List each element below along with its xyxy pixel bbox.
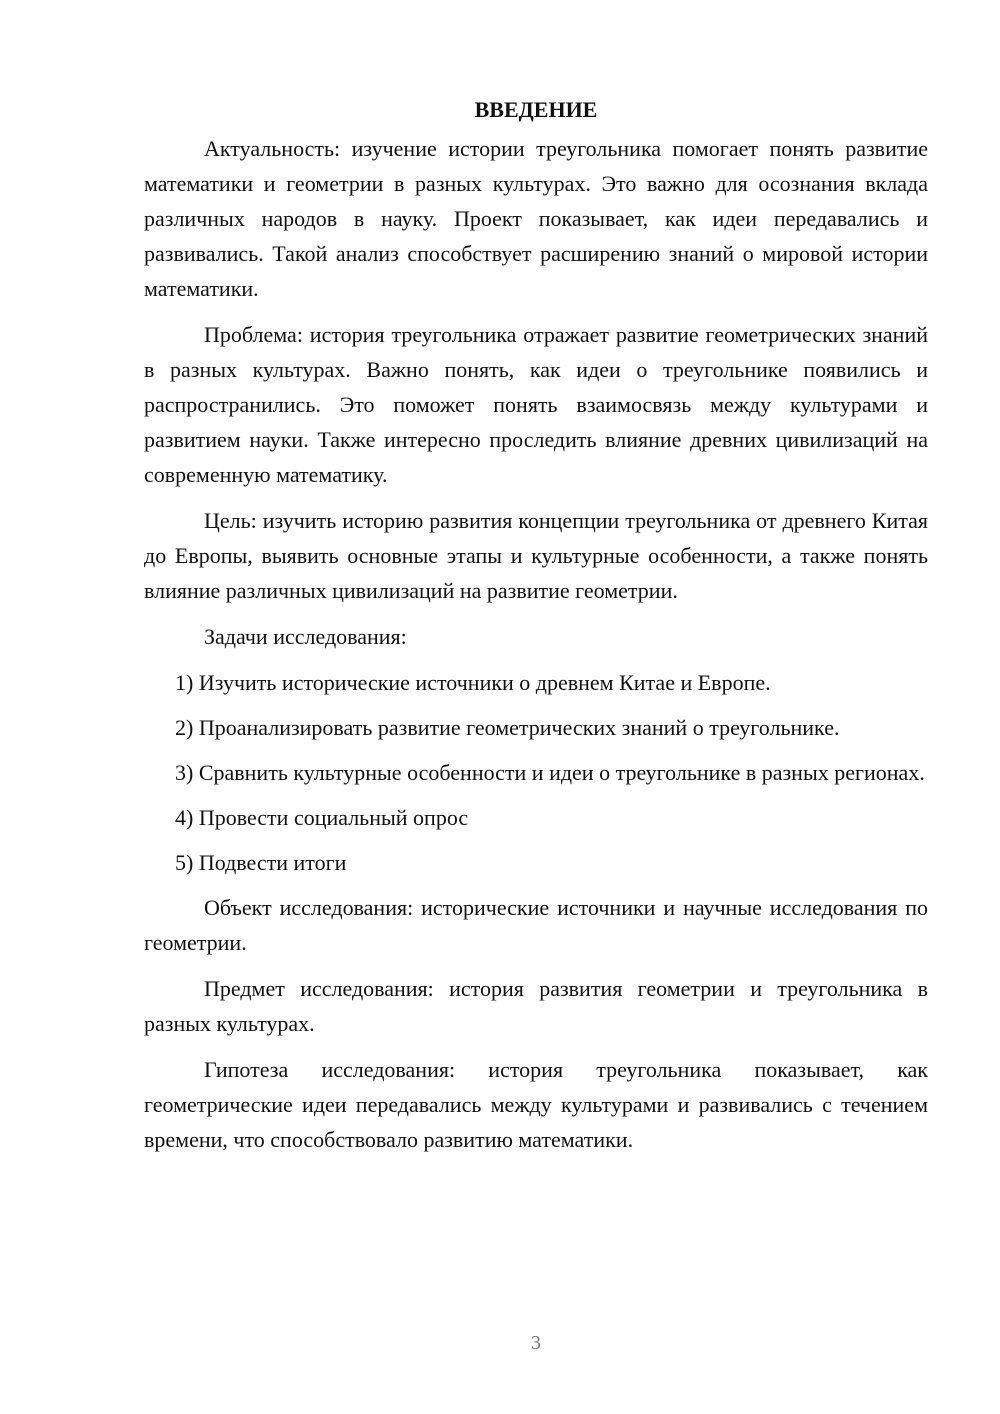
- paragraph-relevance: Актуальность: изучение истории треугольника помогает понять развитие математики и геометрии в разных культурах. Это важно для осознания вклада различных народов в науку. Проект показывает, как идеи передавались и развивались. Такой анализ способствует расширению знаний о мировой истории математики.: [144, 136, 928, 301]
- document-page: [144, 93, 928, 1168]
- paragraph-subject: Предмет исследования: история развития геометрии и треугольника в разных культурах.: [144, 976, 928, 1036]
- task-item-4: 4) Провести социальный опрос: [175, 805, 469, 830]
- page-title: ВВЕДЕНИЕ: [474, 97, 598, 122]
- task-item-3: 3) Сравнить культурные особенности и идеи о треугольнике в разных регионах.: [175, 760, 925, 785]
- task-item-1: 1) Изучить исторические источники о древнем Китае и Европе.: [175, 670, 771, 695]
- paragraph-hypothesis: Гипотеза исследования: история треугольника показывает, как геометрические идеи передавались между культурами и развивались с течением времени, что способствовало развитию математики.: [144, 1057, 928, 1152]
- page-number: 3: [531, 1332, 541, 1354]
- paragraph-tasks-heading: Задачи исследования:: [204, 624, 407, 649]
- paragraph-goal: Цель: изучить историю развития концепции треугольника от древнего Китая до Европы, выявить основные этапы и культурные особенности, а также понять влияние различных цивилизаций на развитие геометрии.: [144, 508, 928, 603]
- paragraph-problem: Проблема: история треугольника отражает развитие геометрических знаний в разных культурах. Важно понять, как идеи о треугольнике появились и распространились. Это поможет понять взаимосвязь между культурами и развитием науки. Также интересно проследить влияние древних цивилизаций на современную математику.: [144, 322, 928, 487]
- task-item-2: 2) Проанализировать развитие геометрических знаний о треугольнике.: [175, 715, 840, 740]
- task-item-5: 5) Подвести итоги: [175, 850, 347, 875]
- paragraph-object: Объект исследования: исторические источники и научные исследования по геометрии.: [144, 895, 928, 955]
